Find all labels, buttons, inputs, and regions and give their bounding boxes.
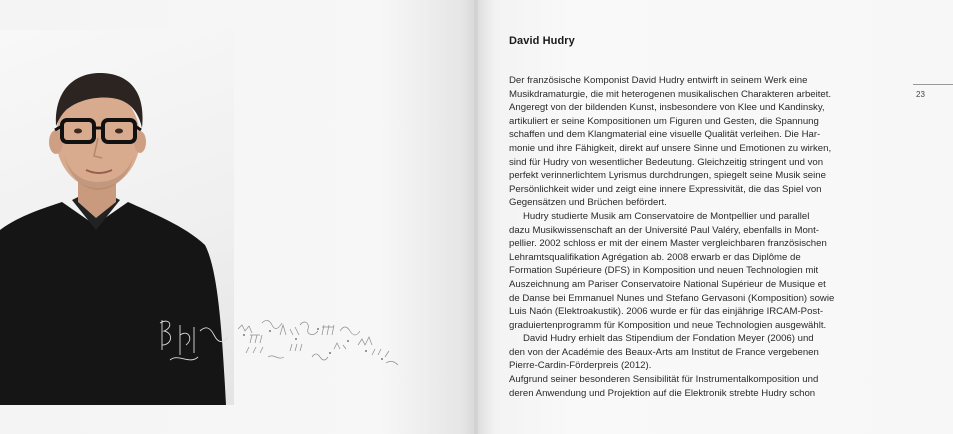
music-notation-scribble — [150, 305, 410, 385]
text-line: Musikdramaturgie, die mit heterogenen musikalischen Charakteren arbeitet. — [509, 88, 832, 100]
page-heading: David Hudry — [509, 35, 575, 47]
text-line: Hudry studierte Musik am Conservatoire de Montpellier und parallel — [523, 210, 810, 222]
book-gutter — [474, 0, 478, 434]
text-line: Persönlichkeit wider und zeigt eine innere Expressivität, die das Spiel von — [509, 183, 822, 195]
body-text — [509, 74, 849, 400]
text-line: pellier. 2002 schloss er mit der einem Master vergleichbaren französischen — [509, 238, 827, 250]
text-line: Aufgrund seiner besonderen Sensibilität für Instrumentalkomposition und — [509, 374, 819, 386]
text-line: Pierre-Cardin-Förderpreis (2012). — [509, 360, 652, 372]
text-line: den von der Académie des Beaux-Arts am Institut de France vergebenen — [509, 346, 819, 358]
text-line: graduiertenprogramm für Komposition und neue Technologien ausgewählt. — [509, 319, 827, 331]
text-line: dazu Musikwissenschaft an der Université Paul Valéry, ebenfalls in Mont- — [509, 224, 819, 236]
text-line: Angeregt von der bildenden Kunst, insbesondere von Klee und Kandinsky, — [509, 102, 825, 114]
text-line: Formation Supérieure (DFS) in Komposition und neuen Technologien mit — [509, 265, 819, 277]
text-line: monie und ihre Fähigkeit, direkt auf unsere Sinne und Emotionen zu wirken, — [509, 142, 832, 154]
text-line: Lehramtsqualifikation Agrégation ab. 2008 erwarb er das Diplôme de — [509, 251, 801, 263]
text-line: Luis Naón (Elektroakustik). 2006 wurde er für das einjährige IRCAM-Post- — [509, 306, 824, 318]
text-line: artikuliert er seine Kompositionen um Figuren und Gesten, die Spannung — [509, 115, 819, 127]
text-line: sind für Hudry von wesentlicher Bedeutung. Gleichzeitig stringent und von — [509, 156, 824, 168]
text-line: Der französische Komponist David Hudry entwirft in seinem Werk eine — [509, 75, 808, 86]
text-line: perfekt verinnerlichtem Lyrismus durchdrungen, spiegelt seine Musik seine — [509, 170, 826, 182]
page-number-rule — [913, 84, 953, 85]
text-line: deren Anwendung und Projektion auf die Elektronik strebte Hudry schon — [509, 387, 816, 399]
text-line: Gegensätzen und Brüchen befördert. — [509, 197, 667, 209]
text-line: schaffen und dem Klangmaterial eine visuelle Qualität verleihen. Die Har- — [509, 129, 821, 141]
text-line: Auszeichnung am Pariser Conservatoire National Supérieur de Musique et — [509, 278, 826, 290]
text-line: de Danse bei Emmanuel Nunes und Stefano Gervasoni (Komposition) sowie — [509, 292, 835, 304]
page-number: 23 — [916, 90, 925, 99]
text-line: David Hudry erhielt das Stipendium der Fondation Meyer (2006) und — [523, 333, 814, 345]
